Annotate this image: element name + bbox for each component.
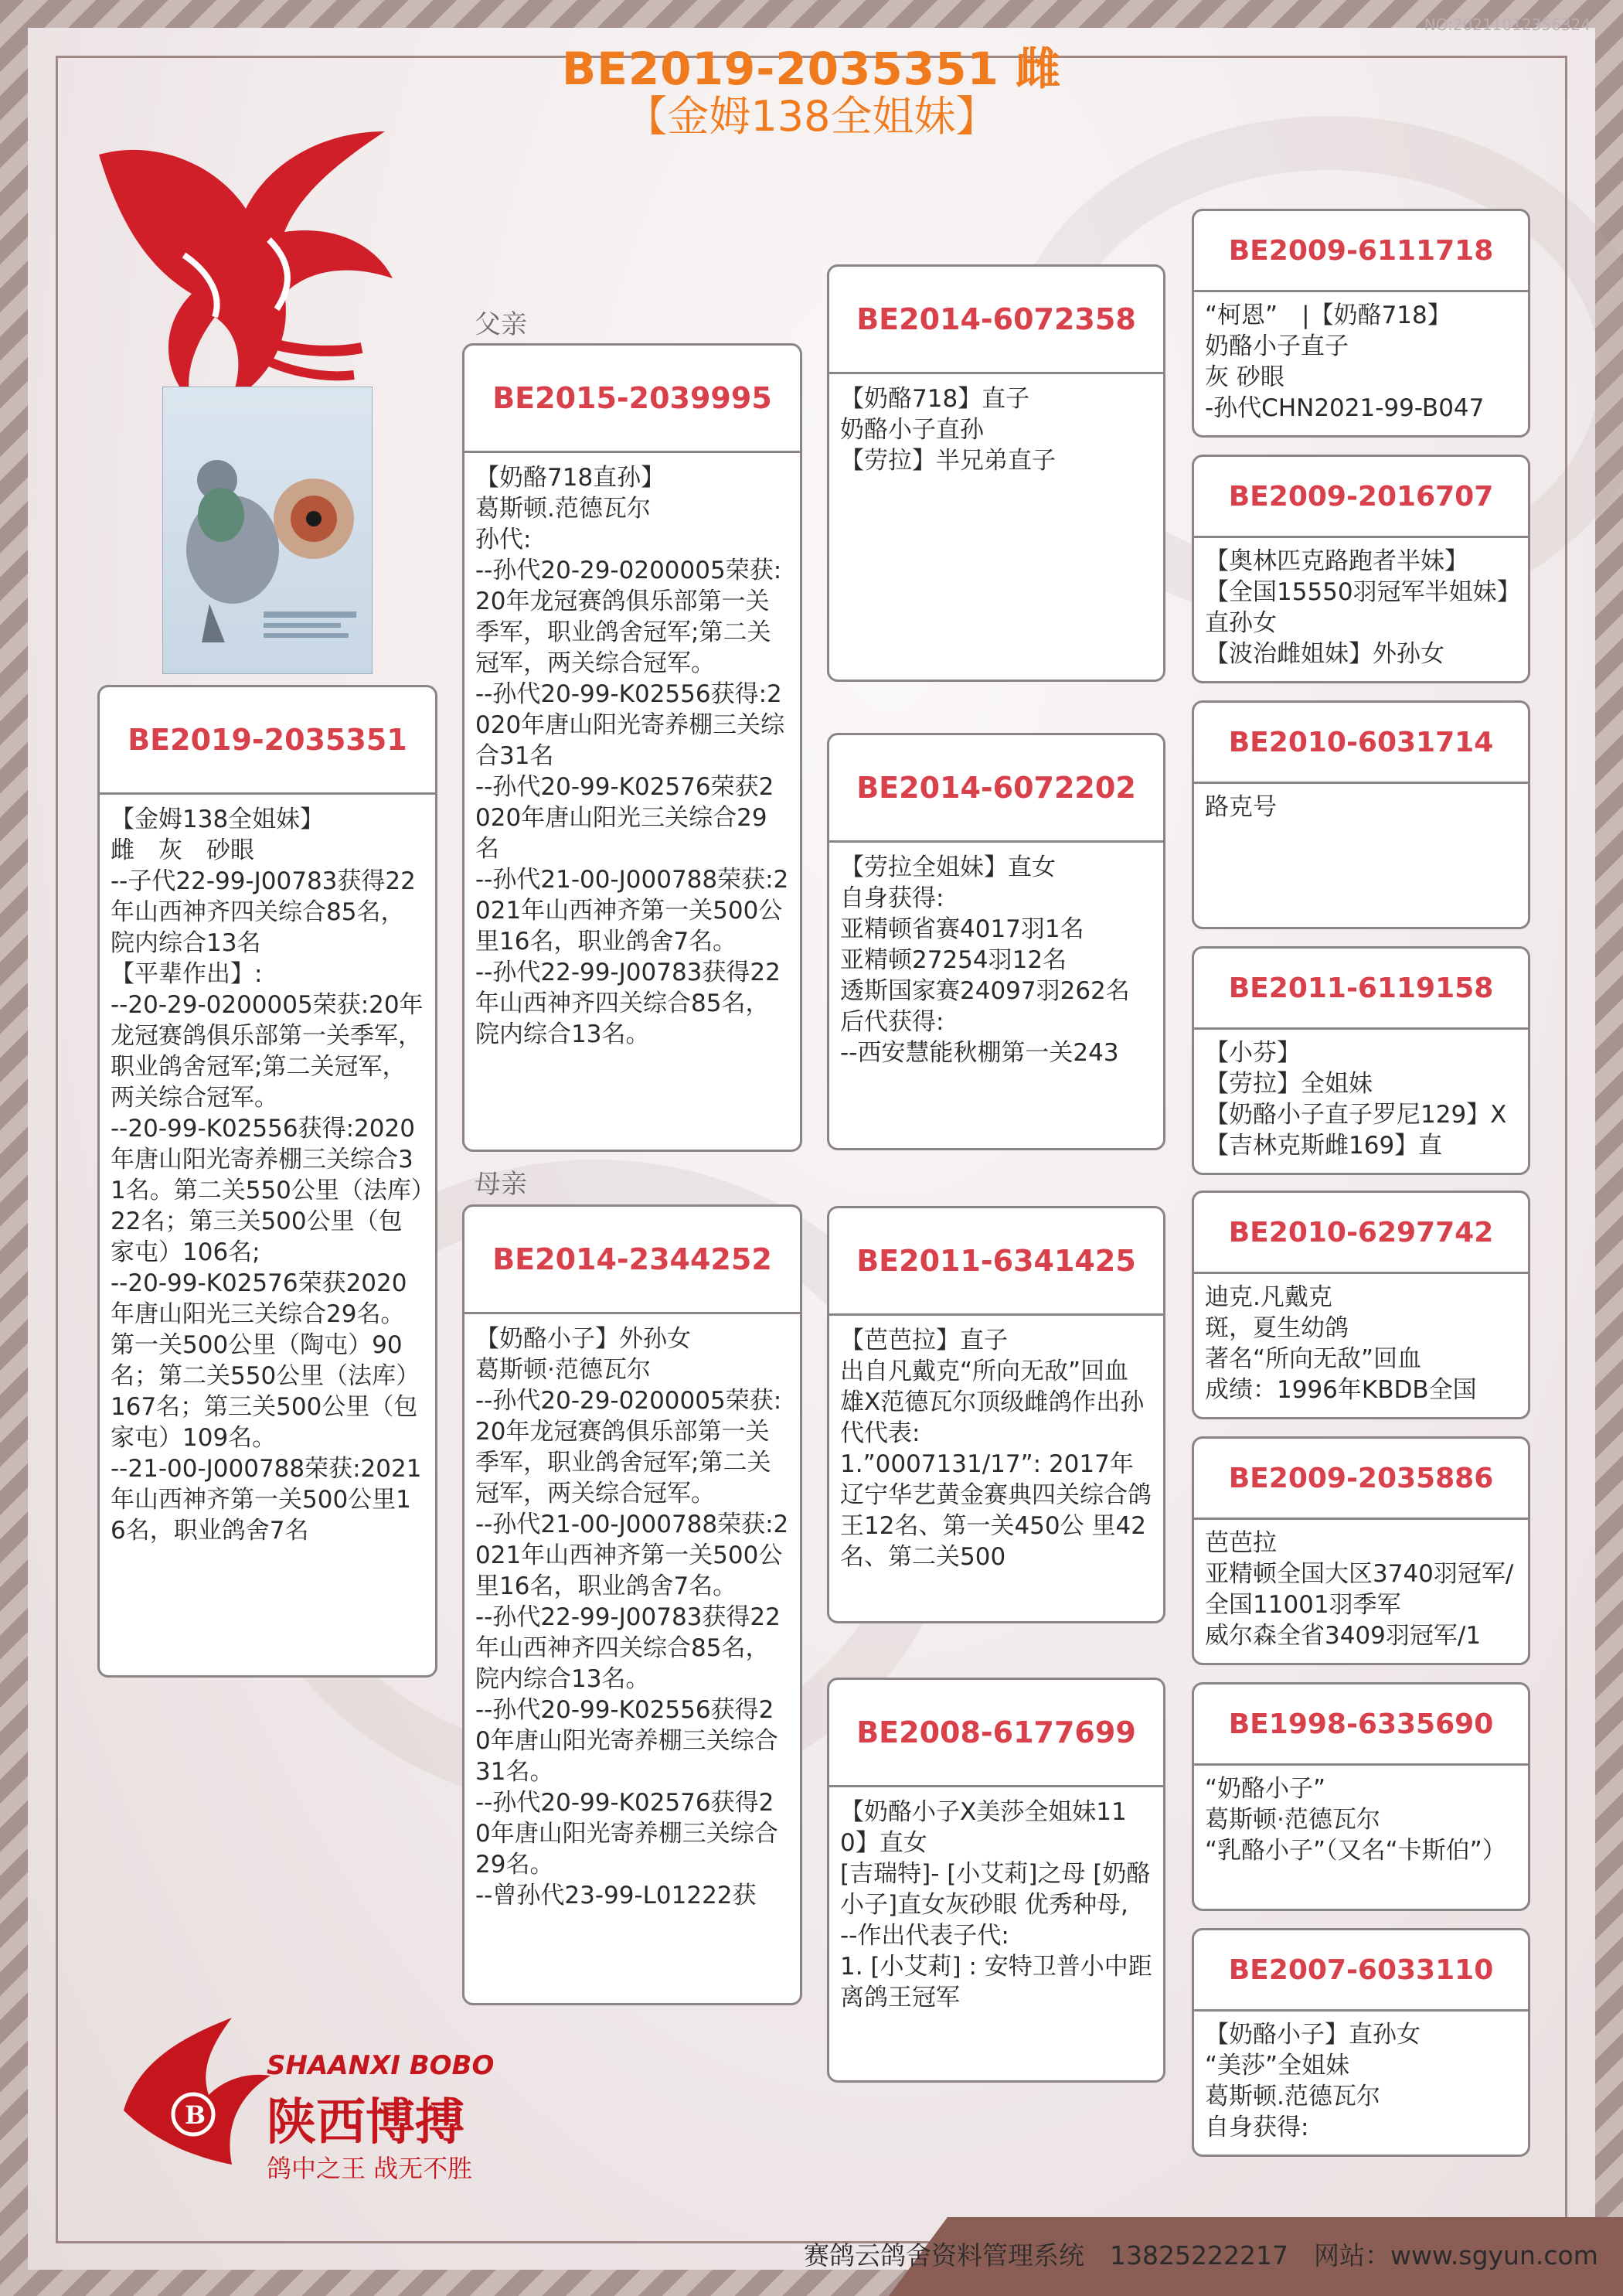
ring-number: BE1998-6335690 (1194, 1685, 1528, 1766)
document-number: NO:20211012356324 (1424, 15, 1591, 34)
pedigree-text: 【奶酪小子X美莎全姐妹110】直女 [吉瑞特]- [小艾莉]之母 [奶酪小子]直女灰砂眼 优秀种母, --作出代表子代: 1. [小艾莉] : 安特卫普小中距离鸽王冠军 (840, 1798, 1152, 2012)
phoenix-logo-icon (91, 116, 400, 410)
ring-number: BE2010-6297742 (1194, 1193, 1528, 1274)
ring-number: BE2015-2039995 (464, 346, 800, 453)
pedigree-text: 【芭芭拉】直子 出自凡戴克“所向无敌”回血雄X范德瓦尔顶级雌鸽作出孙代代表: 1.”0007131/17”: 2017年辽宁华艺黄金赛典四关综合鸽王12名、第一关450公 里42名、第二关500 (840, 1327, 1152, 1571)
svg-text:B: B (185, 2100, 206, 2130)
grandparent-card (827, 1206, 1165, 1623)
great-grandparent-card (1192, 700, 1530, 929)
pedigree-text: 迪克.凡戴克 斑，夏生幼鸽 著名“所向无敌”回血 成绩：1996年KBDB全国 (1205, 1283, 1477, 1404)
pedigree-text: 【奥林匹克路跑者半妹】 【全国15550羽冠军半姐妹】直孙女 【波治雌姐妹】外孙女 (1205, 547, 1509, 668)
brand-slogan: 鸽中之王 战无不胜 (267, 2154, 473, 2183)
ring-number: BE2010-6031714 (1194, 703, 1528, 784)
ring-number: BE2009-6111718 (1194, 211, 1528, 292)
ring-number: BE2014-6072358 (829, 267, 1163, 374)
father-card (462, 343, 802, 1152)
great-grandparent-card (1192, 455, 1530, 683)
ring-number: BE2014-6072202 (829, 735, 1163, 843)
great-grandparent-card (1192, 209, 1530, 438)
pedigree-text: 【奶酪小子】外孙女 葛斯顿·范德瓦尔 --孙代20-29-0200005荣获:20年龙冠赛鸽俱乐部第一关季军，职业鸽舍冠军;第二关冠军，两关综合冠军。 --孙代21-00-J000788荣获:2021年山西神齐第一关500公里16名，职业鸽舍7名。 --孙代22-99-J00783获得22年山西神齐四关综合85名，院内综合13名。 --孙代20-99-K02556获得20年唐山阳光寄养棚三关综合31名。 --孙代20-99-K02576获得20年唐山阳光寄养棚三关综合29名。 --曾孙代23-99-L01222获 (475, 1325, 789, 1909)
ring-number: BE2011-6341425 (829, 1208, 1163, 1316)
page-title: BE2019-2035351 雌 (561, 43, 1061, 95)
great-grandparent-card (1192, 1191, 1530, 1419)
brand-name-en: SHAANXI BOBO (267, 2050, 495, 2081)
pedigree-text: 【奶酪718】直子 奶酪小子直孙 【劳拉】半兄弟直子 (840, 385, 1056, 475)
grandparent-card (827, 1678, 1165, 2083)
ring-number: BE2011-6119158 (1194, 949, 1528, 1030)
pedigree-text: “柯恩” |【奶酪718】 奶酪小子直子 灰 砂眼 -孙代CHN2021-99-B047 (1205, 301, 1485, 422)
ring-number: BE2009-2016707 (1194, 457, 1528, 538)
page-subtitle: 【金姆138全姐妹】 (625, 92, 998, 141)
pedigree-text: 路克号 (1205, 793, 1277, 821)
pedigree-text: 【金姆138全姐妹】 雌 灰 砂眼 --子代22-99-J00783获得22年山西神齐四关综合85名，院内综合13名 【平辈作出】: --20-29-0200005荣获:20年龙冠赛鸽俱乐部第一关季军，职业鸽舍冠军;第二关冠军，两关综合冠军。 --20-99-K02556获得:2020年唐山阳光寄养棚三关综合31名。第二关550公里（法库）22名；第三关500公里（包家屯）106名; --20-99-K02576荣获2020年唐山阳光三关综合29名。第一关500公里（陶屯）90名；第二关550公里（法库）167名；第三关500公里（包家屯）109名。 --21-00-J000788荣获:2021年山西神齐第一关500公里16名，职业鸽舍7名 (111, 806, 424, 1545)
great-grandparent-card (1192, 1436, 1530, 1665)
ring-number: BE2007-6033110 (1194, 1930, 1528, 2012)
footer-text: 赛鸽云鸽舍资料管理系统 13825222217 网站：www.sgyun.com (804, 2240, 1598, 2270)
brand-name-cn: 陕西博搏 (267, 2094, 464, 2151)
pedigree-text: 芭芭拉 亚精顿全国大区3740羽冠军/全国11001羽季军 威尔森全省3409羽冠军/1 (1205, 1529, 1514, 1650)
pigeon-icon (163, 387, 372, 673)
great-grandparent-card (1192, 1928, 1530, 2157)
great-grandparent-card (1192, 1682, 1530, 1911)
grandparent-card (827, 264, 1165, 682)
pedigree-text: 【劳拉全姐妹】直女 自身获得: 亚精顿省赛4017羽1名 亚精顿27254羽12名 透斯国家赛24097羽262名 后代获得: --西安慧能秋棚第一关243 (840, 853, 1130, 1067)
grandparent-card (827, 733, 1165, 1150)
pigeon-photo (162, 387, 373, 674)
pedigree-text: 【奶酪718直孙】 葛斯顿.范德瓦尔 孙代: --孙代20-29-0200005荣获:20年龙冠赛鸽俱乐部第一关季军，职业鸽舍冠军;第二关冠军，两关综合冠军。 --孙代20-99-K02556获得:2020年唐山阳光寄养棚三关综合31名 --孙代20-99-K02576荣获2020年唐山阳光三关综合29名 --孙代21-00-J000788荣获:2021年山西神齐第一关500公里16名，职业鸽舍7名。 --孙代22-99-J00783获得22年山西神齐四关综合85名，院内综合13名。 (475, 464, 789, 1048)
pedigree-text: 【小芬】 【劳拉】全姐妹 【奶酪小子直子罗尼129】X【吉林克斯雌169】直 (1205, 1039, 1507, 1160)
ring-number: BE2009-2035886 (1194, 1439, 1528, 1520)
mother-label: 母亲 (475, 1169, 527, 1200)
father-label: 父亲 (475, 309, 527, 340)
mother-card (462, 1204, 802, 2005)
ring-number: BE2019-2035351 (100, 687, 435, 795)
pedigree-text: “奶酪小子” 葛斯顿·范德瓦尔 “乳酪小子”（又名“卡斯伯”） (1205, 1775, 1506, 1865)
great-grandparent-card (1192, 946, 1530, 1175)
ring-number: BE2014-2344252 (464, 1207, 800, 1314)
pedigree-text: 【奶酪小子】直孙女 “美莎”全姐妹 葛斯顿.范德瓦尔 自身获得: (1205, 2021, 1421, 2141)
subject-card (97, 685, 437, 1678)
ring-number: BE2008-6177699 (829, 1680, 1163, 1787)
